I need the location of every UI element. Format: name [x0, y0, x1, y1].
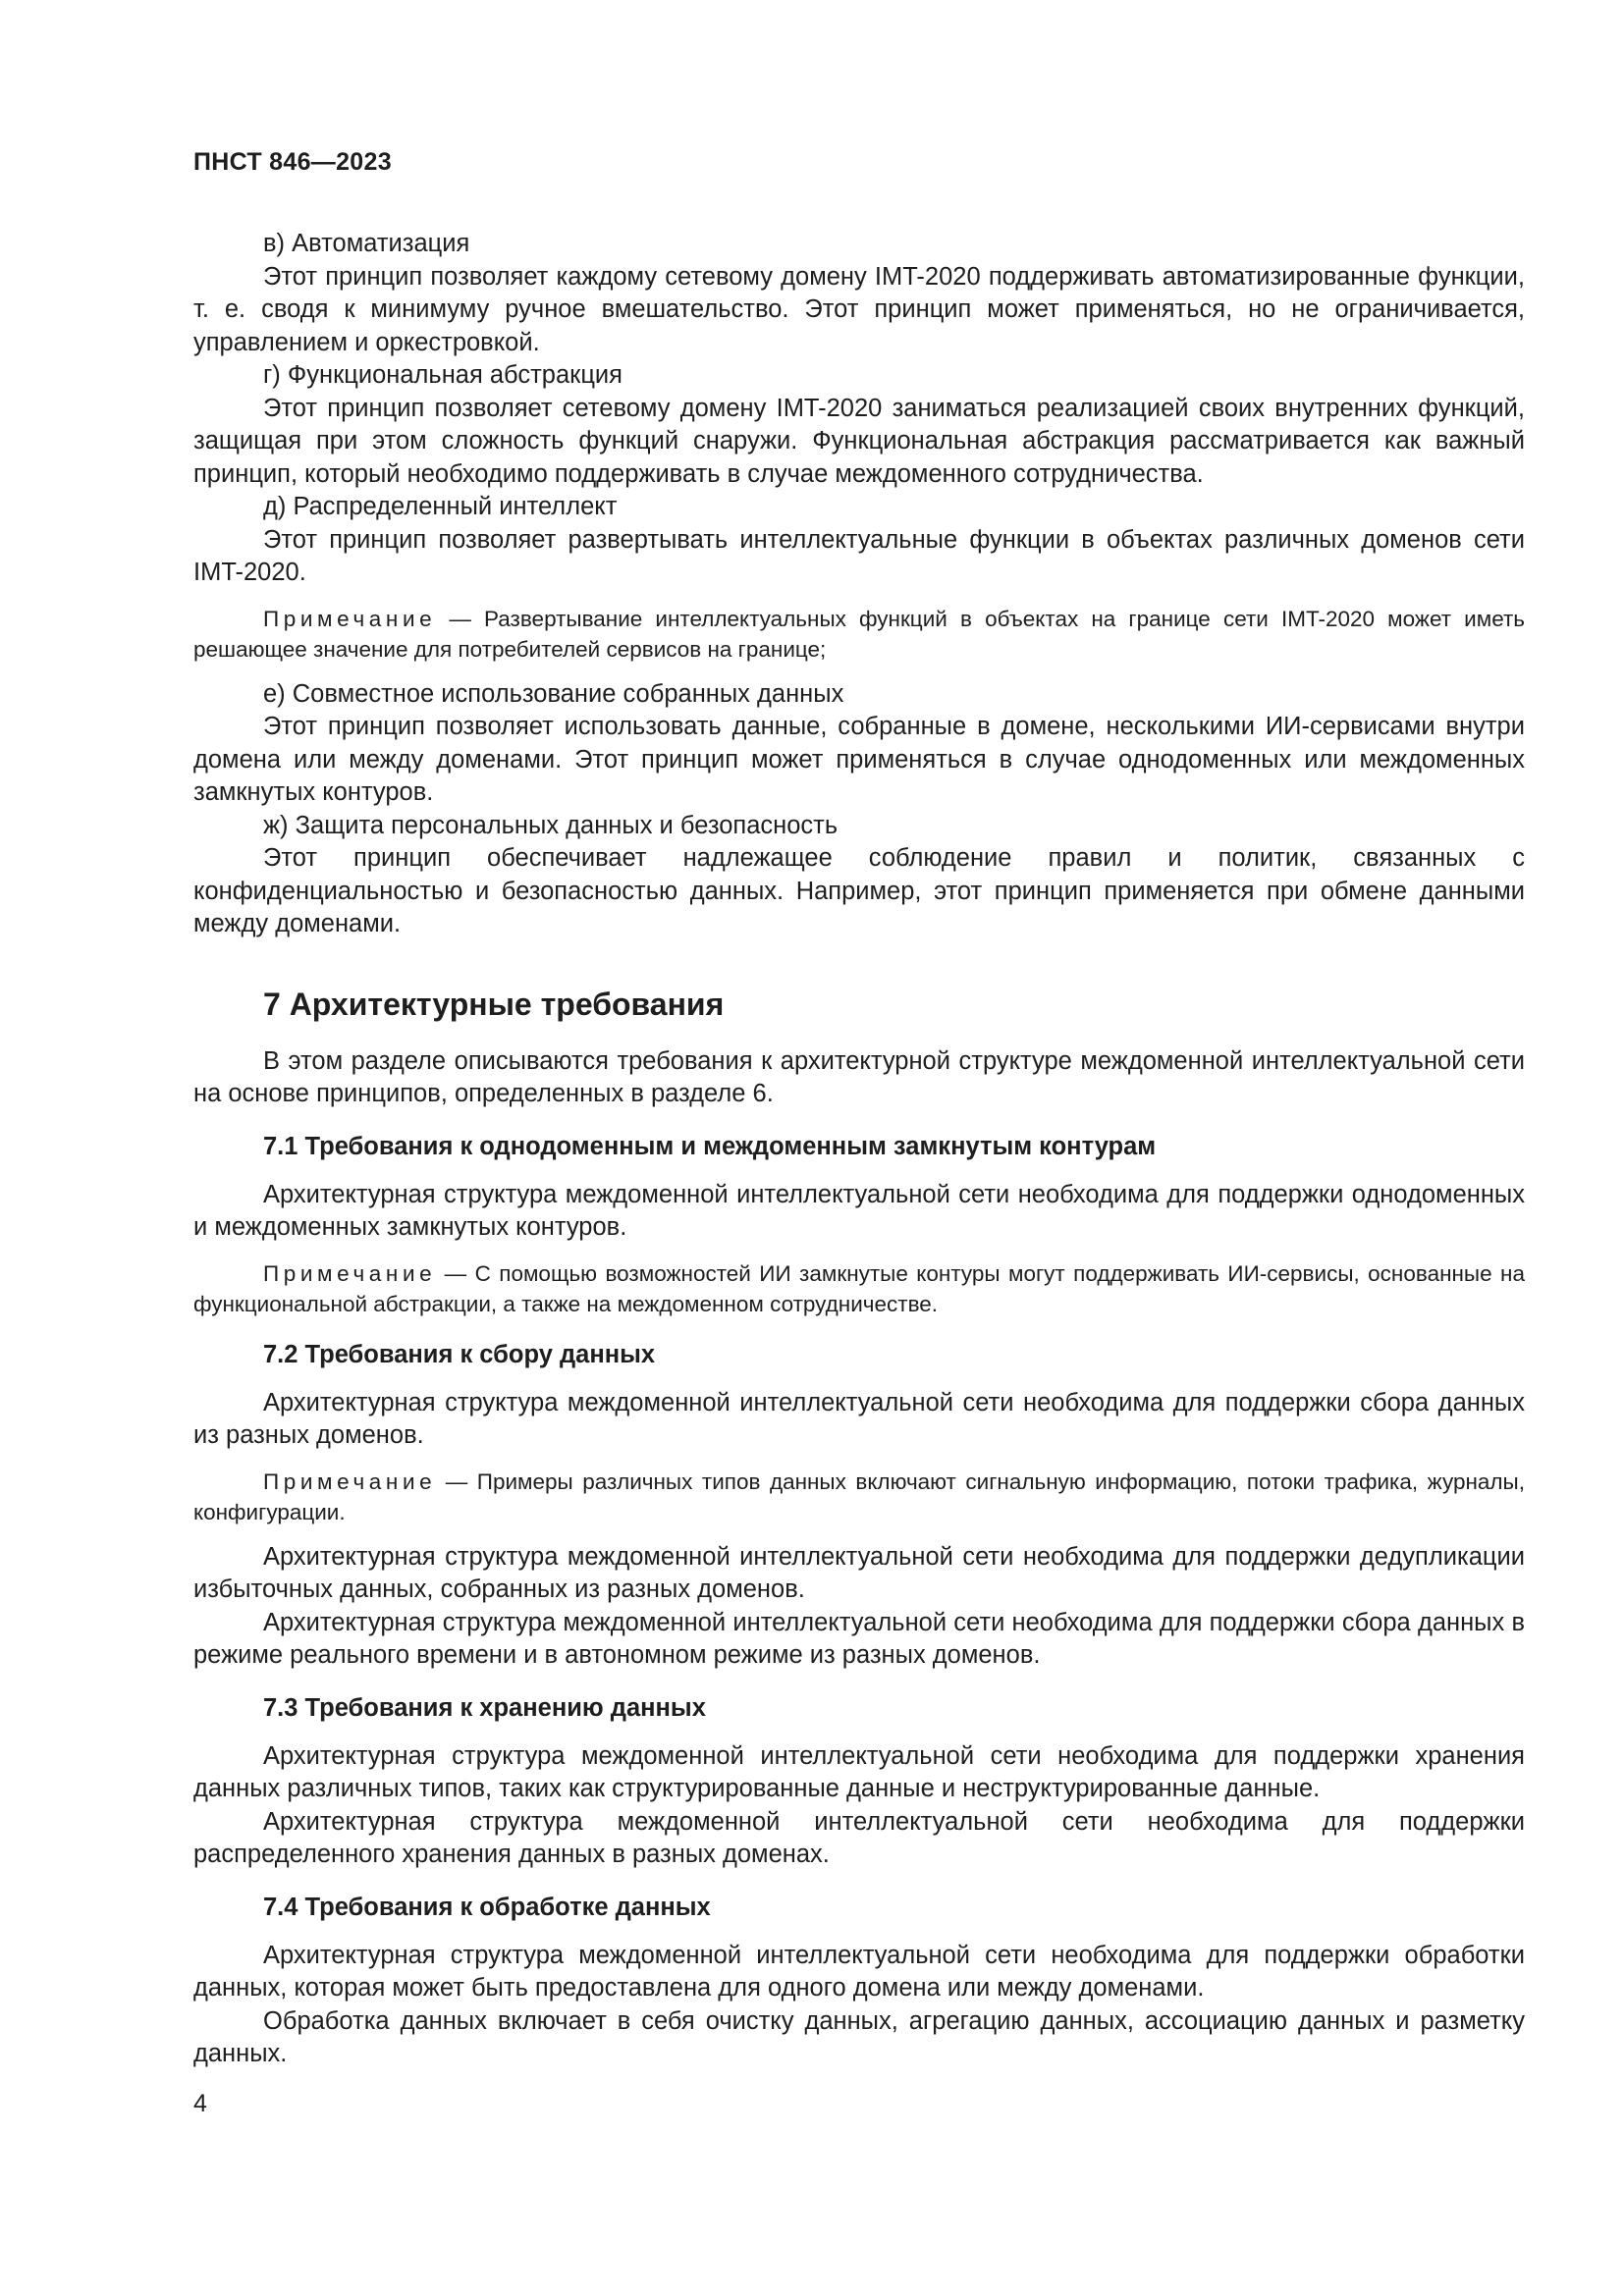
item-d-title: д) Распределенный интеллект	[263, 493, 618, 520]
item-zh-title: ж) Защита персональных данных и безопасность	[263, 811, 839, 839]
document-body	[193, 228, 1525, 2071]
section-7-heading: 7 Архитектурные требования	[263, 986, 725, 1022]
item-zh-text: Этот принцип обеспечивает надлежащее соблюдение правил и политик, связанных с конфиденциальностью и безопасностью данных. Например, этот принцип применяется при обмене данными между доменами.	[193, 844, 1525, 937]
section-7-4-heading: 7.4 Требования к обработке данных	[263, 1893, 711, 1921]
note-7-1	[193, 1258, 1525, 1319]
note-text: — Примеры различных типов данных включают сигнальную информацию, потоки трафика, журналы, конфигурации.	[193, 1468, 1525, 1524]
page-number: 4	[193, 2090, 207, 2117]
item-e-title: е) Совместное использование собранных данных	[263, 679, 844, 708]
item-g-title: г) Функциональная абстракция	[263, 361, 623, 389]
section-7-3-heading: 7.3 Требования к хранению данных	[263, 1693, 706, 1722]
section-7-3-paragraph-2: Архитектурная структура междоменной интеллектуальной сети необходима для поддержки распределенного хранения данных в разных доменах.	[193, 1807, 1525, 1868]
section-7-intro: В этом разделе описываются требования к архитектурной структуре междоменной интеллектуальной сети на основе принципов, определенных в разделе 6.	[193, 1046, 1525, 1107]
section-7-3-paragraph-1: Архитектурная структура междоменной интеллектуальной сети необходима для поддержки хранения данных различных типов, таких как структурированные данные и неструктурированные данные.	[193, 1741, 1525, 1802]
item-e-text: Этот принцип позволяет использовать данные, собранные в домене, несколькими ИИ-сервисами внутри домена или между доменами. Этот принцип может применяться в случае однодоменных или междоменных замкнутых контуров.	[193, 713, 1525, 806]
item-g-text: Этот принцип позволяет сетевому домену IMT-2020 заниматься реализацией своих внутренних функций, защищая при этом сложность функций снаружи. Функциональная абстракция рассматривается как важный принцип, который необходимо поддерживать в случае междоменного сотрудничества.	[193, 394, 1525, 488]
section-7-2-heading: 7.2 Требования к сбору данных	[263, 1340, 656, 1368]
section-7-4-paragraph-1: Архитектурная структура междоменной интеллектуальной сети необходима для поддержки обработки данных, которая может быть предоставлена для одного домена или между доменами.	[193, 1941, 1525, 2002]
item-v-title: в) Автоматизация	[263, 230, 470, 257]
note-7-2	[193, 1467, 1525, 1527]
document-id-header: ПНСТ 846—2023	[193, 148, 392, 176]
section-7-2-paragraph-3: Архитектурная структура междоменной интеллектуальной сети необходима для поддержки сбора данных в режиме реального времени и в автономном режиме из разных доменов.	[193, 1608, 1525, 1669]
section-7-2-paragraph-1: Архитектурная структура междоменной интеллектуальной сети необходима для поддержки сбора данных из разных доменов.	[193, 1388, 1525, 1449]
note-text: — С помощью возможностей ИИ замкнутые контуры могут поддерживать ИИ-сервисы, основанные на функциональной абстракции, а также на междоменном сотрудничестве.	[193, 1260, 1525, 1316]
note-label: Примечание	[263, 1468, 437, 1494]
section-7-4-paragraph-2: Обработка данных включает в себя очистку данных, агрегацию данных, ассоциацию данных и разметку данных.	[193, 2006, 1525, 2067]
section-7-2-paragraph-2: Архитектурная структура междоменной интеллектуальной сети необходима для поддержки дедупликации избыточных данных, собранных из разных доменов.	[193, 1542, 1525, 1603]
item-d-text: Этот принцип позволяет развертывать интеллектуальные функции в объектах различных доменов сети IMT-2020.	[193, 525, 1525, 586]
section-7-1-heading: 7.1 Требования к однодоменным и междоменным замкнутым контурам	[263, 1132, 1157, 1160]
note-label: Примечание	[263, 606, 437, 631]
note-label: Примечание	[263, 1260, 437, 1286]
section-7-1-paragraph: Архитектурная структура междоменной интеллектуальной сети необходима для поддержки однодоменных и междоменных замкнутых контуров.	[193, 1180, 1525, 1241]
item-v-text: Этот принцип позволяет каждому сетевому домену IMT-2020 поддерживать автоматизированные функции, т. е. сводя к минимуму ручное вмешательство. Этот принцип может применяться, но не ограничивается, управлением и оркестровкой.	[193, 262, 1525, 356]
note-text: — Развертывание интеллектуальных функций в объектах на границе сети IMT-2020 может иметь решающее значение для потребителей сервисов на границе;	[193, 606, 1525, 662]
note-d	[193, 604, 1525, 665]
